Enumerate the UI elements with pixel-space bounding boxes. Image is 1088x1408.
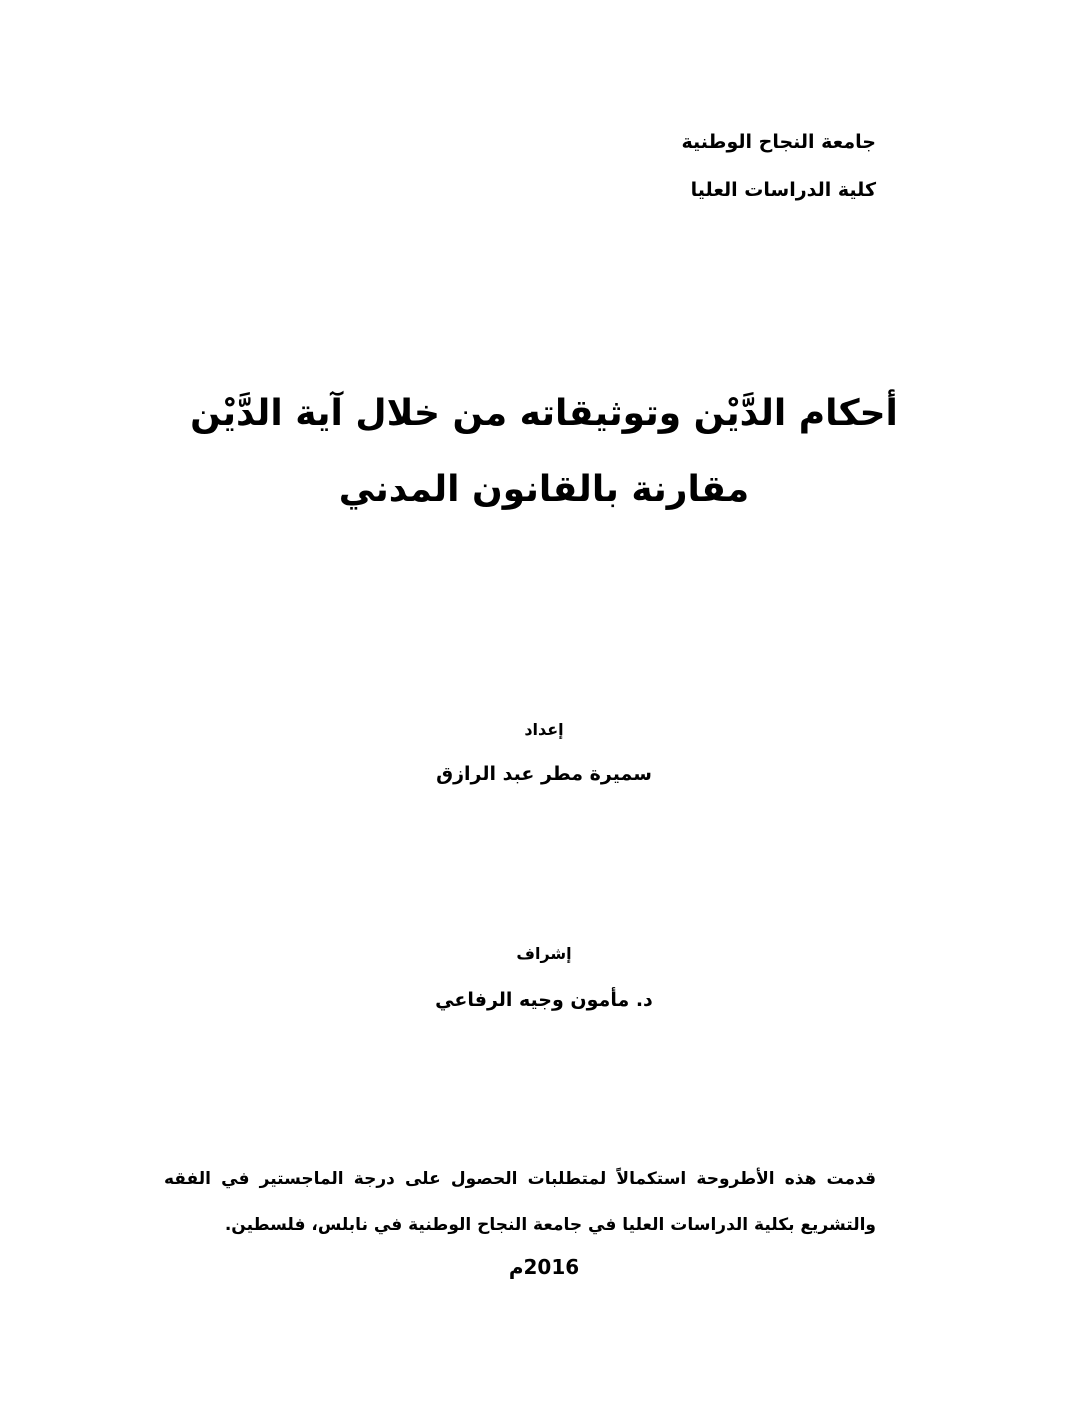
submission-year: 2016م	[508, 1255, 580, 1279]
author-name: سميرة مطر عبد الرازق	[436, 763, 652, 785]
preparation-label: إعداد	[524, 720, 564, 739]
supervisor-name: د. مأمون وجيه الرفاعي	[435, 989, 653, 1011]
submission-statement-line-1: قدمت هذه الأطروحة استكمالاً لمتطلبات الحصول على درجة الماجستير في الفقه	[164, 1169, 876, 1189]
supervision-label: إشراف	[516, 944, 572, 963]
submission-statement-line-2: والتشريع بكلية الدراسات العليا في جامعة النجاح الوطنية في نابلس، فلسطين.	[224, 1215, 876, 1235]
thesis-title-line-1: أحكام الدَّيْن وتوثيقاته من خلال آية الدَّيْن	[190, 393, 898, 434]
faculty-name: كلية الدراسات العليا	[690, 179, 876, 201]
thesis-title-line-2: مقارنة بالقانون المدني	[338, 469, 750, 510]
university-name: جامعة النجاح الوطنية	[681, 131, 876, 153]
